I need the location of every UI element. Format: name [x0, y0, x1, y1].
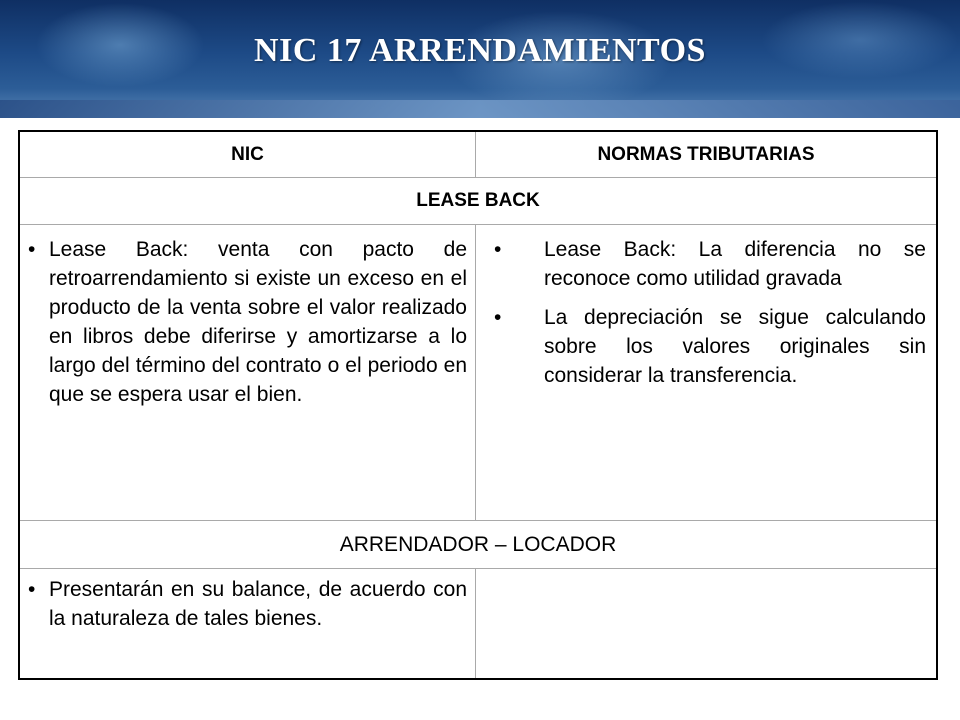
tributarias-paragraph-1: Lease Back: La diferencia no se reconoce como utilidad gravada [544, 238, 926, 290]
tributarias-paragraph-2: La depreciación se sigue calculando sobre los valores originales sin considerar la transferencia. [544, 306, 926, 387]
bullet-glyph: • [494, 238, 502, 261]
section-title-lease-back: LEASE BACK [416, 190, 540, 211]
section-row-arrendador [20, 521, 936, 569]
nic-cell-arrendador [20, 569, 476, 678]
table-row [20, 569, 936, 678]
comparison-table [18, 130, 938, 680]
table-row [20, 225, 936, 521]
banner-stripe [0, 100, 960, 118]
bullet-glyph: • [28, 238, 36, 261]
section-title-arrendador: ARRENDADOR – LOCADOR [339, 533, 617, 556]
nic-paragraph: Lease Back: venta con pacto de retroarrendamiento si existe un exceso en el producto de la venta sobre el valor realizado en libros debe diferirse y amortizarse a lo largo del término del contrato o el periodo en que se espera usar el bien. [49, 238, 467, 406]
header-normas-tributarias: NORMAS TRIBUTARIAS [597, 144, 815, 165]
bullet-glyph: • [494, 306, 502, 329]
header-banner [0, 0, 960, 118]
tributarias-cell-arrendador [476, 569, 936, 678]
table-header-row [20, 132, 936, 178]
tributarias-cell-lease-back [476, 225, 936, 520]
header-nic: NIC [20, 132, 476, 177]
nic-paragraph-arrendador: Presentarán en su balance, de acuerdo con la naturaleza de tales bienes. [49, 578, 467, 630]
bullet-glyph: • [28, 578, 36, 601]
nic-cell-lease-back [20, 225, 476, 520]
section-row-lease-back [20, 178, 936, 225]
slide-title: NIC 17 ARRENDAMIENTOS [254, 32, 706, 69]
